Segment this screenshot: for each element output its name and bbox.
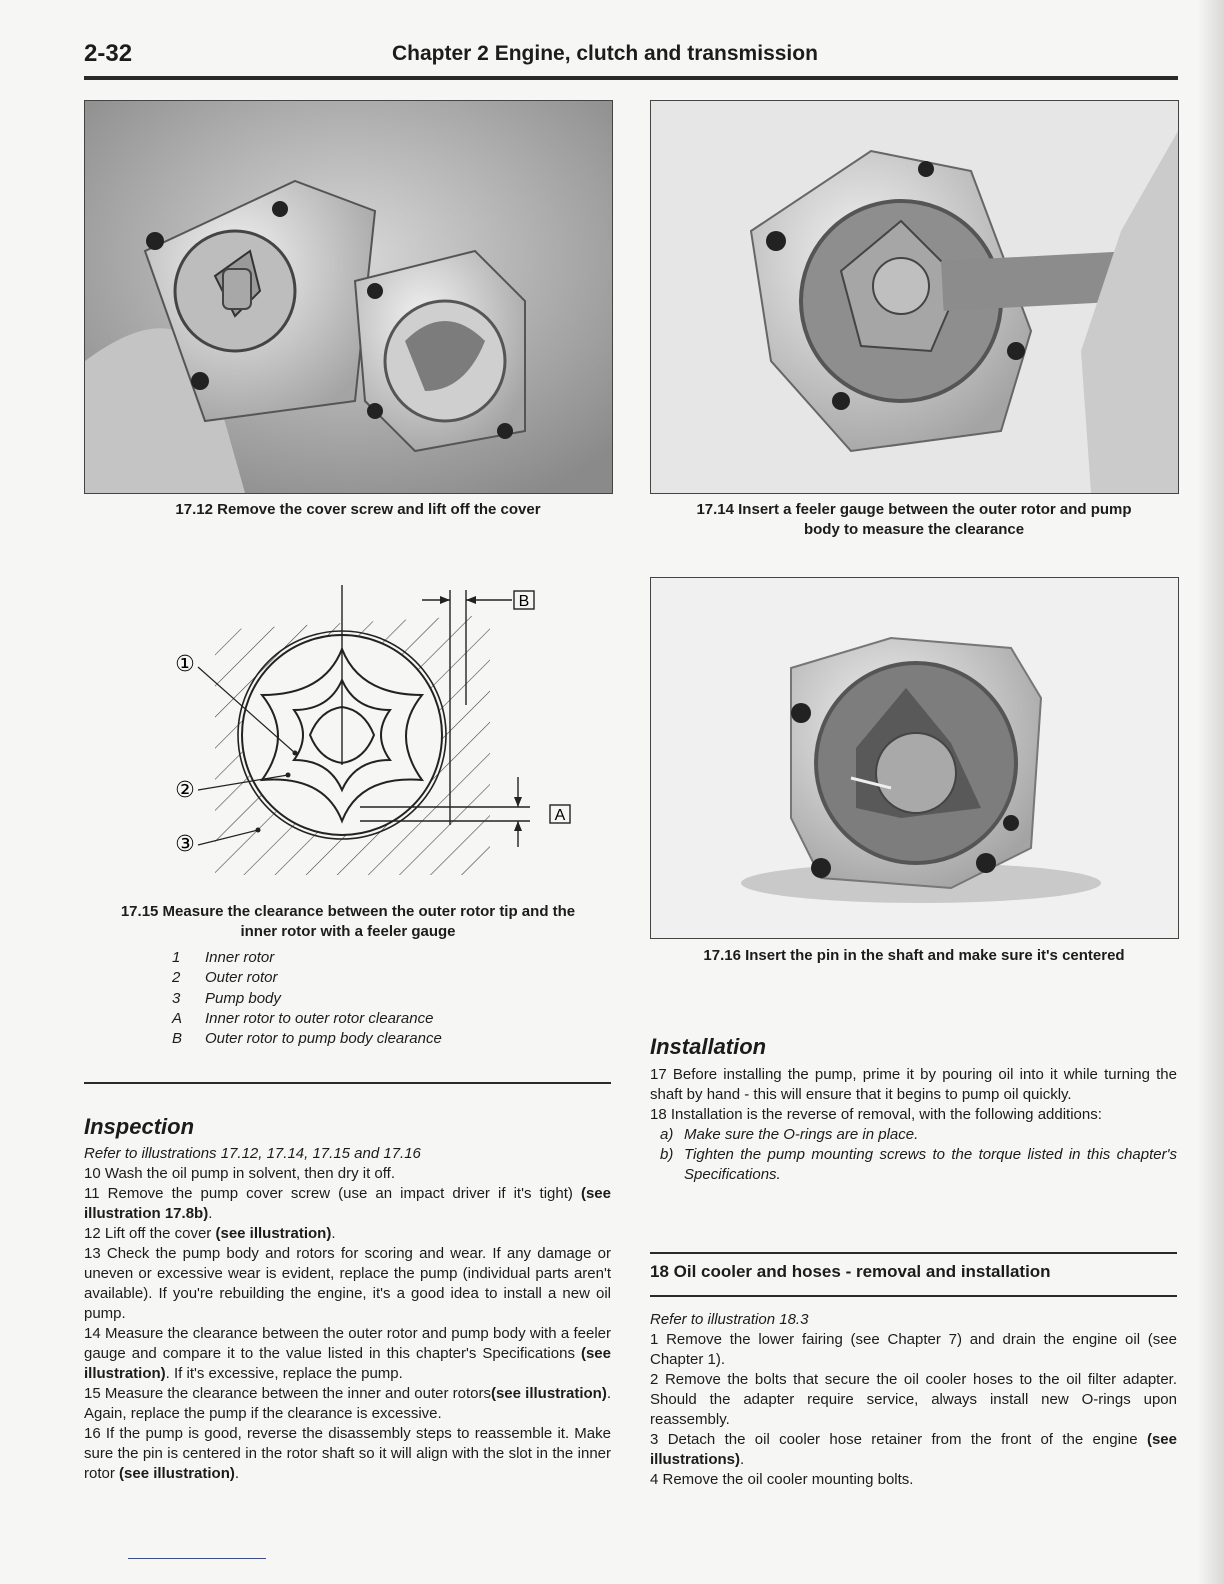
paragraph-10: 10 Wash the oil pump in solvent, then dry it off. [84, 1165, 396, 1182]
installation-body [650, 1065, 1177, 1185]
section-divider [84, 1082, 611, 1084]
caption-17-15-line2: inner rotor with a feeler gauge [240, 923, 456, 940]
section-18-top-rule [650, 1252, 1177, 1254]
chapter-title: Chapter 2 Engine, clutch and transmission [392, 42, 818, 65]
pump-body-hatching [215, 615, 490, 875]
legend-item: 1 Inner rotor [172, 949, 275, 966]
page-number: 2-32 [84, 40, 133, 67]
inspection-body [84, 1144, 611, 1484]
photo-17-12 [84, 100, 613, 494]
legend-item: 3 Pump body [172, 989, 281, 1007]
paragraph-18-3: 3 Detach the oil cooler hose retainer from the front of the engine (see illustrations). [650, 1431, 1177, 1468]
section-18-title: 18 Oil cooler and hoses - removal and installation [650, 1262, 1051, 1281]
installation-heading: Installation [650, 1034, 767, 1059]
caption-17-15-line1: 17.15 Measure the clearance between the outer rotor tip and the [120, 903, 576, 920]
caption-17-12: 17.12 Remove the cover screw and lift off the cover [175, 501, 541, 518]
feeler-gauge-outer-rotor-image [651, 101, 1178, 493]
section-18-ref: Refer to illustration 18.3 [650, 1311, 809, 1328]
caption-17-14-line1: 17.14 Insert a feeler gauge between the outer rotor and pump [696, 501, 1132, 518]
diagram-17-15 [160, 585, 580, 885]
callout-2: ② [175, 778, 195, 803]
paragraph-18: 18 Installation is the reverse of removal, with the following additions: [650, 1106, 1102, 1123]
callout-1: ① [175, 652, 195, 677]
paragraph-12: 12 Lift off the cover (see illustration). [84, 1225, 336, 1242]
paragraph-11: 11 Remove the pump cover screw (use an impact driver if it's tight) (see illustration 17.8b). [84, 1185, 611, 1222]
inspection-heading: Inspection [84, 1114, 195, 1139]
footer-link-line [128, 1558, 266, 1559]
paragraph-16: 16 If the pump is good, reverse the disassembly steps to reassemble it. Make sure the pin is centered in the rotor shaft so it will align with the slot in the inner rotor (see illustration). [84, 1425, 611, 1482]
paragraph-18-4: 4 Remove the oil cooler mounting bolts. [650, 1471, 914, 1488]
caption-17-16: 17.16 Insert the pin in the shaft and make sure it's centered [703, 947, 1125, 964]
legend-item: B Outer rotor to pump body clearance [172, 1030, 442, 1048]
header-rule [84, 76, 1178, 80]
inspection-ref: Refer to illustrations 17.12, 17.14, 17.15 and 17.16 [84, 1145, 421, 1162]
legend-17-15 [172, 948, 442, 1049]
callout-a: A [554, 807, 566, 824]
pin-in-shaft-image [651, 578, 1178, 938]
step-b: b) Tighten the pump mounting screws to the torque listed in this chapter's Specifications. [660, 1146, 1177, 1183]
paragraph-14: 14 Measure the clearance between the outer rotor and pump body with a feeler gauge and compare it to the value listed in this chapter's Specifications (see illustration). If it's excessive, replace the pump. [84, 1325, 611, 1382]
step-a: a) Make sure the O-rings are in place. [660, 1126, 919, 1143]
legend-item: 2 Outer rotor [172, 969, 278, 987]
oil-pump-parts-image [85, 101, 612, 493]
legend-item: A Inner rotor to outer rotor clearance [172, 1009, 434, 1027]
photo-17-16 [650, 577, 1179, 939]
photo-17-14 [650, 100, 1179, 494]
paragraph-13: 13 Check the pump body and rotors for scoring and wear. If any damage or uneven or excessive wear is evident, replace the pump (individual parts aren't available). If you're rebuilding the engine, it's a good idea to install a new oil pump. [84, 1245, 611, 1322]
callout-3: ③ [175, 832, 195, 857]
callout-b: B [518, 593, 530, 610]
paragraph-18-1: 1 Remove the lower fairing (see Chapter 7) and drain the engine oil (see Chapter 1). [650, 1331, 1177, 1368]
caption-17-14-line2: body to measure the clearance [803, 521, 1025, 538]
section-18-bottom-rule [650, 1295, 1177, 1297]
paragraph-17: 17 Before installing the pump, prime it by pouring oil into it while turning the shaft by hand - this will ensure that it begins to pump oil quickly. [650, 1066, 1177, 1103]
paragraph-15: 15 Measure the clearance between the inner and outer rotors(see illustration). Again, replace the pump if the clearance is excessive. [84, 1385, 611, 1422]
scan-edge-shadow [1198, 0, 1224, 1584]
section-18-body [650, 1310, 1177, 1490]
paragraph-18-2: 2 Remove the bolts that secure the oil cooler hoses to the oil filter adapter. Should the adapter require service, always install new O-rings upon reassembly. [650, 1371, 1177, 1428]
